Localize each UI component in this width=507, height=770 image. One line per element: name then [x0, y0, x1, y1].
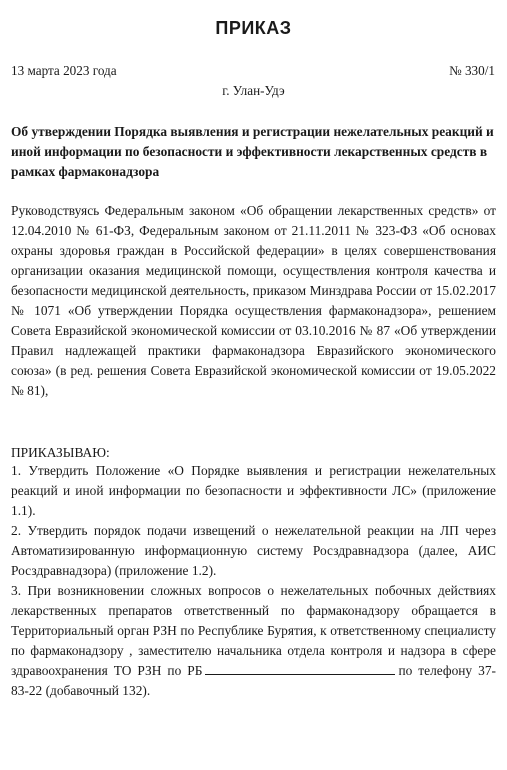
order-word: ПРИКАЗЫВАЮ:: [11, 445, 110, 460]
order-items: [11, 461, 496, 701]
order-item-3-text: 3. При возникновении сложных вопросов о нежелательных побочных действиях лекарственных препаратов ответственный по фармаконадзору обращается в Территориальный орган РЗН по Республике Бурятия, к ответственному специалисту по фармаконадзору , заместителю начальника отдела контроля и надзора в сфере здравоохранения ТО РЗН по РБ: [11, 583, 496, 678]
preamble-paragraph: Руководствуясь Федеральным законом «Об обращении лекарственных средств» от 12.04.2010 № 61-ФЗ, Федеральным законом от 21.11.2011 № 323-ФЗ «Об основах охраны здоровья граждан в Российской федерации» в целях совершенствования организации оказания медицинской помощи, осуществления контроля качества и безопасности медицинской деятельность, приказом Минздрава России от 15.02.2017 № 1071 «Об утверждении Порядка осуществления фармаконадзора», решением Совета Евразийской экономической комиссии от 03.10.2016 № 87 «Об утверждении Правил надлежащей практики фармаконадзора Евразийского экономического союза» (в ред. решения Совета Евразийской экономической комиссии от 19.05.2022 № 81),: [11, 203, 496, 398]
signature-blank-line: [205, 662, 395, 675]
order-item-2: 2. Утвердить порядок подачи извещений о нежелательной реакции на ЛП через Автоматизированную информационную систему Росздравнадзора (далее, АИС Росздравнадзора) (приложение 1.2).: [11, 523, 496, 578]
order-item-3-phone: по телефону 37-83-22 (добавочный 132).: [11, 663, 496, 698]
document-title: ПРИКАЗ: [215, 18, 292, 38]
document-city: г. Улан-Удэ: [222, 83, 285, 98]
document-date: 13 марта 2023 года: [11, 63, 117, 78]
document-heading: Об утверждении Порядка выявления и регистрации нежелательных реакций и иной информации по безопасности и эффективности лекарственных средств в рамках фармаконадзора: [11, 124, 494, 179]
document-number: № 330/1: [449, 63, 495, 78]
order-item-1: 1. Утвердить Положение «О Порядке выявления и регистрации нежелательных реакций и иной информации по безопасности и эффективности ЛС» (приложение 1.1).: [11, 463, 496, 518]
order-item-3: [11, 581, 496, 701]
